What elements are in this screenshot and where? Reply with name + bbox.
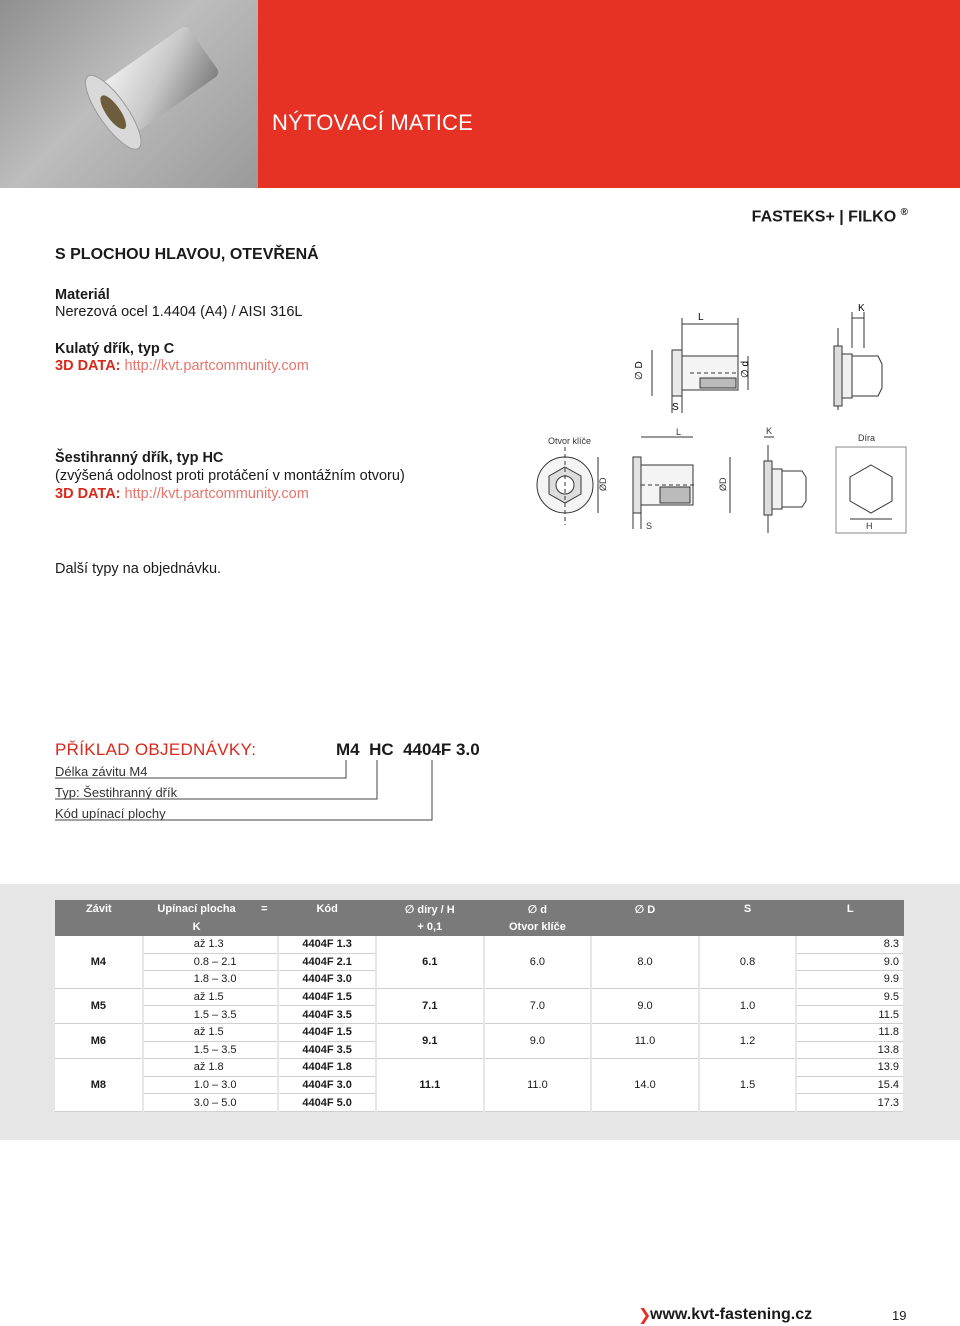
page-title: NÝTOVACÍ MATICE [272,110,474,135]
cell-k: až 1.3 [143,936,279,953]
rivet-nut-image [0,0,258,188]
cell-kod: 4404F 3.5 [278,1041,376,1059]
more-types-note: Další typy na objednávku. [55,561,222,577]
footer-arrow-icon: ❯ [638,1307,652,1324]
cell-d: 6.0 [484,936,592,988]
table-header-row-2 [55,918,904,936]
cell-kod: 4404F 1.3 [278,936,376,953]
registered-mark: ® [900,207,908,218]
th2-6 [591,918,699,936]
dim2-L: L [676,427,682,437]
table-row [55,988,904,1006]
label-dira: Díra [858,433,876,443]
cell-k: 1.8 – 3.0 [143,971,279,989]
th2-0 [55,918,143,936]
typeHC-data-label: 3D DATA: [55,486,121,502]
material-value: Nerezová ocel 1.4404 (A4) / AISI 316L [55,304,303,320]
cell-zavit: M4 [55,936,143,988]
th2-3 [278,918,376,936]
cell-S: 1.2 [699,1023,797,1058]
dim2-S: S [646,521,653,531]
cell-d: 7.0 [484,988,592,1023]
cell-k: až 1.5 [143,1023,279,1041]
order-line-type: Typ: Šestihranný dřík [55,785,178,800]
cell-S: 1.5 [699,1059,797,1112]
cell-kod: 4404F 3.5 [278,1006,376,1024]
order-code-thread: M4 [336,740,360,759]
th2-2 [250,918,278,936]
cell-L: 13.8 [796,1041,904,1059]
cell-S: 0.8 [699,936,797,988]
cell-k: 3.0 – 5.0 [143,1094,279,1112]
typeHC-data [55,485,309,503]
product-photo [0,0,258,188]
cell-L: 17.3 [796,1094,904,1112]
cell-k: 0.8 – 2.1 [143,953,279,971]
cell-k: 1.0 – 3.0 [143,1076,279,1094]
cell-D: 11.0 [591,1023,699,1058]
dim-K: K [858,303,865,314]
th-S: S [699,900,797,918]
order-example-title: PŘÍKLAD OBJEDNÁVKY: [55,740,257,759]
th-hole: ∅ díry / H [376,900,484,918]
table-row [55,1059,904,1077]
cell-D: 8.0 [591,936,699,988]
material-label: Materiál [55,287,110,303]
typeC-label: Kulatý dřík, typ C [55,341,175,357]
cell-L: 11.8 [796,1023,904,1041]
cell-L: 15.4 [796,1076,904,1094]
cell-k: 1.5 – 3.5 [143,1041,279,1059]
dim2-D2: ØD [718,477,728,491]
cell-kod: 4404F 2.1 [278,953,376,971]
brand-label [752,207,908,226]
dim2-H: H [866,521,873,531]
th2-otvor-klice: Otvor klíče [484,918,592,936]
th-upinaci-plocha: Upínací plocha [143,900,251,918]
dim2-K: K [766,426,773,436]
th-equals: = [250,900,278,918]
cell-hole: 9.1 [376,1023,484,1058]
order-code-type: HC [369,740,394,759]
cell-k: 1.5 – 3.5 [143,1006,279,1024]
order-code-grip: 4404F 3.0 [403,740,480,759]
cell-kod: 4404F 1.8 [278,1059,376,1077]
cell-L: 9.9 [796,971,904,989]
order-line-code: Kód upínací plochy [55,806,166,821]
cell-d: 11.0 [484,1059,592,1112]
table-header-row [55,900,904,918]
cell-kod: 4404F 1.5 [278,1023,376,1041]
footer-website-link[interactable]: www.kvt-fastening.cz [650,1306,813,1323]
cell-hole: 11.1 [376,1059,484,1112]
cell-D: 14.0 [591,1059,699,1112]
th2-tolerance: + 0,1 [376,918,484,936]
th2-k: K [143,918,251,936]
cell-k: až 1.8 [143,1059,279,1077]
dim-L: L [698,312,704,323]
table-row [55,1023,904,1041]
cell-k: až 1.5 [143,988,279,1006]
dim2-D1: ØD [598,477,608,491]
cell-hole: 7.1 [376,988,484,1023]
order-line-thread: Délka závitu M4 [55,764,148,779]
cell-kod: 4404F 5.0 [278,1094,376,1112]
dim-d: ∅ d [740,360,751,378]
title-banner [258,0,960,188]
order-connector-lines [55,758,445,823]
drawing-hex-shank [530,425,910,543]
th2-7 [699,918,797,936]
dim-D: ∅ D [634,361,645,380]
cell-kod: 4404F 1.5 [278,988,376,1006]
th-L: L [796,900,904,918]
cell-L: 9.0 [796,953,904,971]
spec-table [55,900,905,1112]
table-row [55,936,904,953]
cell-kod: 4404F 3.0 [278,971,376,989]
cell-L: 11.5 [796,1006,904,1024]
dim-S: S [672,402,679,413]
cell-L: 8.3 [796,936,904,953]
drawing-round-shank [620,298,910,418]
typeHC-note: (zvýšená odolnost proti protáčení v montážním otvoru) [55,468,405,484]
cell-S: 1.0 [699,988,797,1023]
typeHC-data-link[interactable]: http://kvt.partcommunity.com [124,486,309,502]
th-zavit: Závit [55,900,143,918]
th-D: ∅ D [591,900,699,918]
typeC-data-link[interactable]: http://kvt.partcommunity.com [124,358,309,374]
label-otvor-klice: Otvor klíče [548,436,592,446]
cell-D: 9.0 [591,988,699,1023]
cell-L: 9.5 [796,988,904,1006]
th2-8 [796,918,904,936]
cell-zavit: M6 [55,1023,143,1058]
cell-kod: 4404F 3.0 [278,1076,376,1094]
cell-d: 9.0 [484,1023,592,1058]
cell-hole: 6.1 [376,936,484,988]
section-heading: S PLOCHOU HLAVOU, OTEVŘENÁ [55,246,319,263]
brand-text: FASTEKS+ | FILKO [751,208,897,226]
typeHC-label: Šestihranný dřík, typ HC [55,450,224,466]
cell-L: 13.9 [796,1059,904,1077]
page-number: 19 [892,1308,907,1323]
th-kod: Kód [278,900,376,918]
cell-zavit: M5 [55,988,143,1023]
typeC-data-label: 3D DATA: [55,358,121,374]
typeC-data [55,357,309,375]
order-example-code [336,740,480,760]
cell-zavit: M8 [55,1059,143,1112]
th-d: ∅ d [484,900,592,918]
